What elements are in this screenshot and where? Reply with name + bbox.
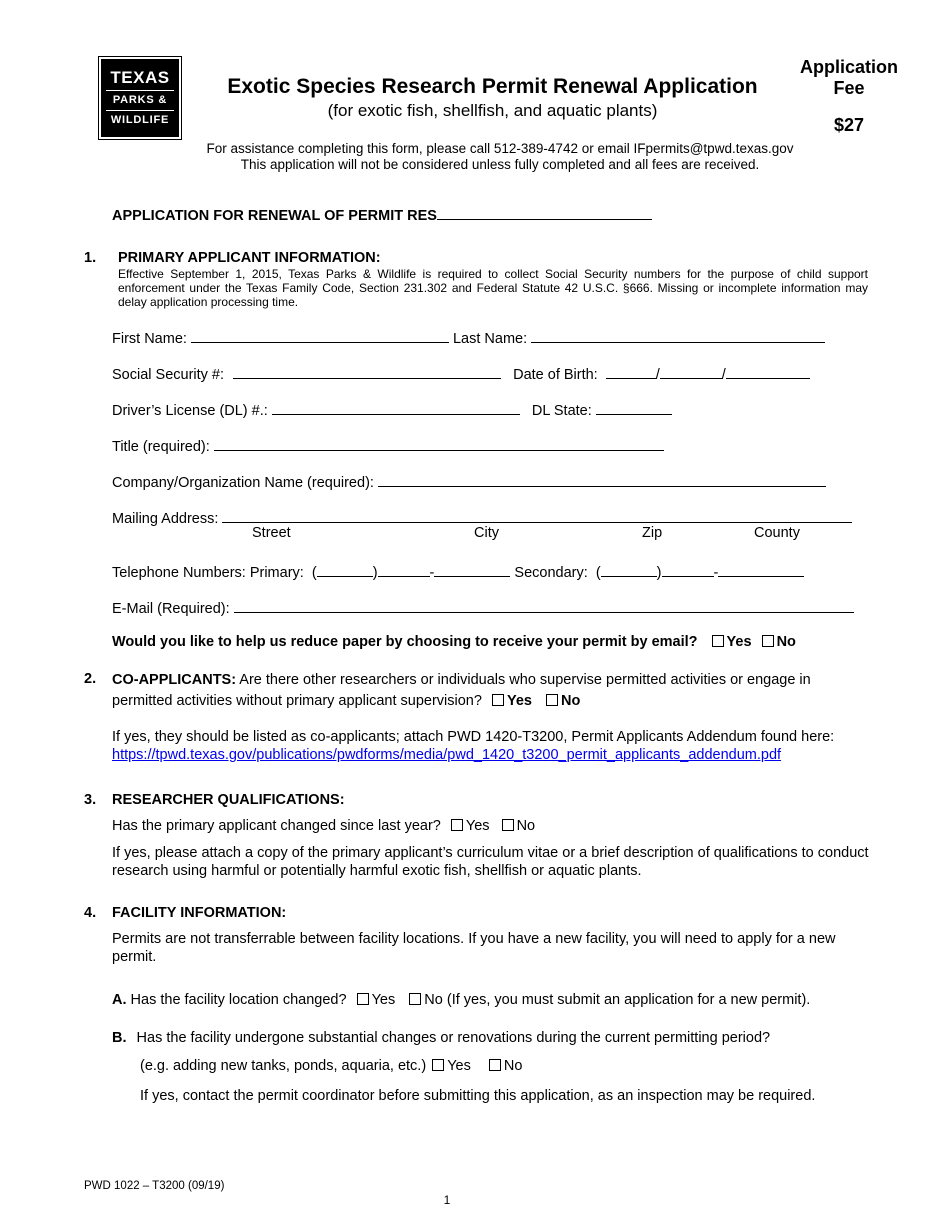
dl-state-label: DL State: [531, 403, 592, 419]
applicant-changed-yes-checkbox[interactable] [451, 819, 463, 831]
renovation-no-label: No [503, 1058, 523, 1074]
renovation-example-row [140, 1058, 522, 1074]
applicant-changed-yes-label: Yes [465, 818, 490, 834]
section2-number: 2. [84, 671, 97, 687]
assist-line1: For assistance completing this form, please call 512-389-4742 or email IFpermits@tpwd.texas.gov [206, 141, 794, 156]
section4-number: 4. [84, 905, 97, 921]
section1-number: 1. [84, 250, 97, 266]
mailing-address-field[interactable] [222, 508, 852, 523]
section2-text1: Are there other researchers or individuals who supervise permitted activities or engage in [239, 672, 811, 688]
ssn-dob-row: Social Security #: Date of Birth: / / [112, 364, 810, 383]
section3-heading: RESEARCHER QUALIFICATIONS: [112, 792, 345, 808]
first-name-label: First Name: [112, 331, 187, 347]
form-code: PWD 1022 – T3200 (09/19) [84, 1180, 225, 1192]
mailing-label: Mailing Address: [112, 511, 219, 527]
fee-label-line2: Fee [833, 78, 865, 98]
email-label: E-Mail (Required): [112, 601, 230, 617]
renewal-label: APPLICATION FOR RENEWAL OF PERMIT RES [112, 208, 437, 224]
coapplicant-attach-instructions [112, 728, 902, 764]
company-label: Company/Organization Name (required): [112, 475, 374, 491]
logo-line3: WILDLIFE [110, 114, 170, 126]
dl-number-field[interactable] [272, 400, 520, 415]
tpwd-logo [98, 56, 182, 140]
title-label: Title (required): [112, 439, 210, 455]
applicant-changed-no-checkbox[interactable] [502, 819, 514, 831]
renovation-yes-checkbox[interactable] [432, 1059, 444, 1071]
ssn-field[interactable] [233, 364, 501, 379]
first-name-field[interactable] [191, 328, 449, 343]
email-permit-yes-checkbox[interactable] [712, 635, 724, 647]
permit-number-field[interactable] [437, 205, 652, 220]
section2-heading: CO-APPLICANTS: [112, 672, 237, 688]
location-changed-no-checkbox[interactable] [409, 993, 421, 1005]
dob-day-field[interactable] [660, 364, 722, 379]
coapplicant-no-checkbox[interactable] [546, 694, 558, 706]
address-county-label: County [754, 525, 800, 541]
section3-question-row [112, 818, 535, 834]
primary-area-code-field[interactable] [317, 562, 373, 577]
dl-row [112, 400, 672, 419]
coapplicant-yes-label: Yes [506, 693, 532, 709]
renewal-permit-line [112, 205, 652, 224]
assist-line2: This application will not be considered unless fully completed and all fees are received. [240, 157, 760, 172]
coapplicant-no-label: No [560, 693, 581, 709]
email-field[interactable] [234, 598, 854, 613]
dob-year-field[interactable] [726, 364, 810, 379]
telephone-row: Telephone Numbers: Primary: ( ) - Secondary: ( ) - [112, 562, 804, 581]
logo-divider [106, 90, 174, 91]
dob-month-field[interactable] [606, 364, 656, 379]
name-row [112, 328, 825, 347]
section2-question [112, 671, 872, 710]
location-changed-note: (If yes, you must submit an application for a new permit). [446, 992, 811, 1008]
location-changed-question: Has the facility location changed? [130, 992, 347, 1008]
ssn-notice: Effective September 1, 2015, Texas Parks & Wildlife is required to collect Social Security numbers for the purpose of child support enforcement under the Texas Family Code, Section 231.302 and Federal Statute 42 U.S.C. §666. Missing or incomplete information may delay application processing time. [118, 267, 868, 309]
logo-divider [106, 110, 174, 111]
fee-label-line1: Application [800, 57, 898, 77]
assistance-info [150, 141, 850, 173]
coapplicant-yes-checkbox[interactable] [492, 694, 504, 706]
coapplicant-attach-text: If yes, they should be listed as co-applicants; attach PWD 1420-T3200, Permit Applicants Addendum found here: [112, 729, 835, 745]
facility-renovation-row [112, 1030, 770, 1046]
ssn-label: Social Security #: [112, 367, 225, 383]
secondary-line-field[interactable] [718, 562, 804, 577]
location-changed-yes-label: Yes [371, 992, 396, 1008]
applicant-changed-question: Has the primary applicant changed since last year? [112, 818, 441, 834]
item-b-label: B. [112, 1030, 127, 1046]
address-street-label: Street [252, 525, 291, 541]
section3-number: 3. [84, 792, 97, 808]
renovation-note: If yes, contact the permit coordinator before submitting this application, as an inspection may be required. [140, 1088, 816, 1104]
secondary-prefix-field[interactable] [662, 562, 714, 577]
dl-label: Driver’s License (DL) #.: [112, 403, 268, 419]
title-row [112, 436, 664, 455]
primary-line-field[interactable] [434, 562, 510, 577]
addendum-link[interactable]: https://tpwd.texas.gov/publications/pwdforms/media/pwd_1420_t3200_permit_applicants_addendum.pdf [112, 747, 782, 763]
form-title: Exotic Species Research Permit Renewal Application [227, 75, 758, 98]
renovation-yes-label: Yes [447, 1058, 471, 1074]
section1-heading: PRIMARY APPLICANT INFORMATION: [118, 250, 381, 266]
application-fee-label [790, 57, 908, 99]
dl-state-field[interactable] [596, 400, 672, 415]
email-permit-no-label: No [776, 634, 796, 650]
facility-intro: Permits are not transferrable between facility locations. If you have a new facility, you will need to apply for a new permit. [112, 931, 836, 965]
item-a-label: A. [112, 992, 127, 1008]
section2-text2: permitted activities without primary applicant supervision? [112, 693, 482, 709]
primary-prefix-field[interactable] [378, 562, 430, 577]
email-permit-question: Would you like to help us reduce paper by choosing to receive your permit by email? [112, 634, 698, 650]
company-row [112, 472, 826, 491]
phone-label: Telephone Numbers: Primary: [112, 565, 304, 581]
email-row [112, 598, 854, 617]
applicant-changed-no-label: No [516, 818, 536, 834]
title-field[interactable] [214, 436, 664, 451]
location-changed-yes-checkbox[interactable] [357, 993, 369, 1005]
last-name-field[interactable] [531, 328, 825, 343]
address-zip-label: Zip [642, 525, 663, 541]
logo-line1: TEXAS [110, 68, 170, 87]
email-permit-no-checkbox[interactable] [762, 635, 774, 647]
logo-line2: PARKS & [112, 94, 168, 106]
email-permit-yes-label: Yes [726, 634, 752, 650]
last-name-label: Last Name: [452, 331, 528, 347]
email-permit-question-row [112, 634, 796, 650]
location-changed-no-label: No [424, 992, 443, 1008]
application-fee-amount: $27 [833, 115, 865, 135]
page-number: 1 [443, 1193, 451, 1207]
address-city-label: City [474, 525, 499, 541]
facility-location-row [112, 992, 810, 1008]
renovation-no-checkbox[interactable] [489, 1059, 501, 1071]
renovation-example: (e.g. adding new tanks, ponds, aquaria, etc.) [140, 1058, 427, 1074]
dob-label: Date of Birth: [513, 367, 598, 383]
section4-heading: FACILITY INFORMATION: [112, 905, 287, 921]
company-field[interactable] [378, 472, 826, 487]
secondary-phone-label: Secondary: [514, 565, 588, 581]
qualifications-instructions: If yes, please attach a copy of the primary applicant’s curriculum vitae or a brief description of qualifications to conduct research using harmful or potentially harmful exotic fish, shellfish or aquatic plants. [112, 845, 869, 879]
secondary-area-code-field[interactable] [601, 562, 657, 577]
form-subtitle: (for exotic fish, shellfish, and aquatic plants) [327, 101, 658, 120]
renovation-question: Has the facility undergone substantial changes or renovations during the current permitting period? [136, 1030, 771, 1046]
